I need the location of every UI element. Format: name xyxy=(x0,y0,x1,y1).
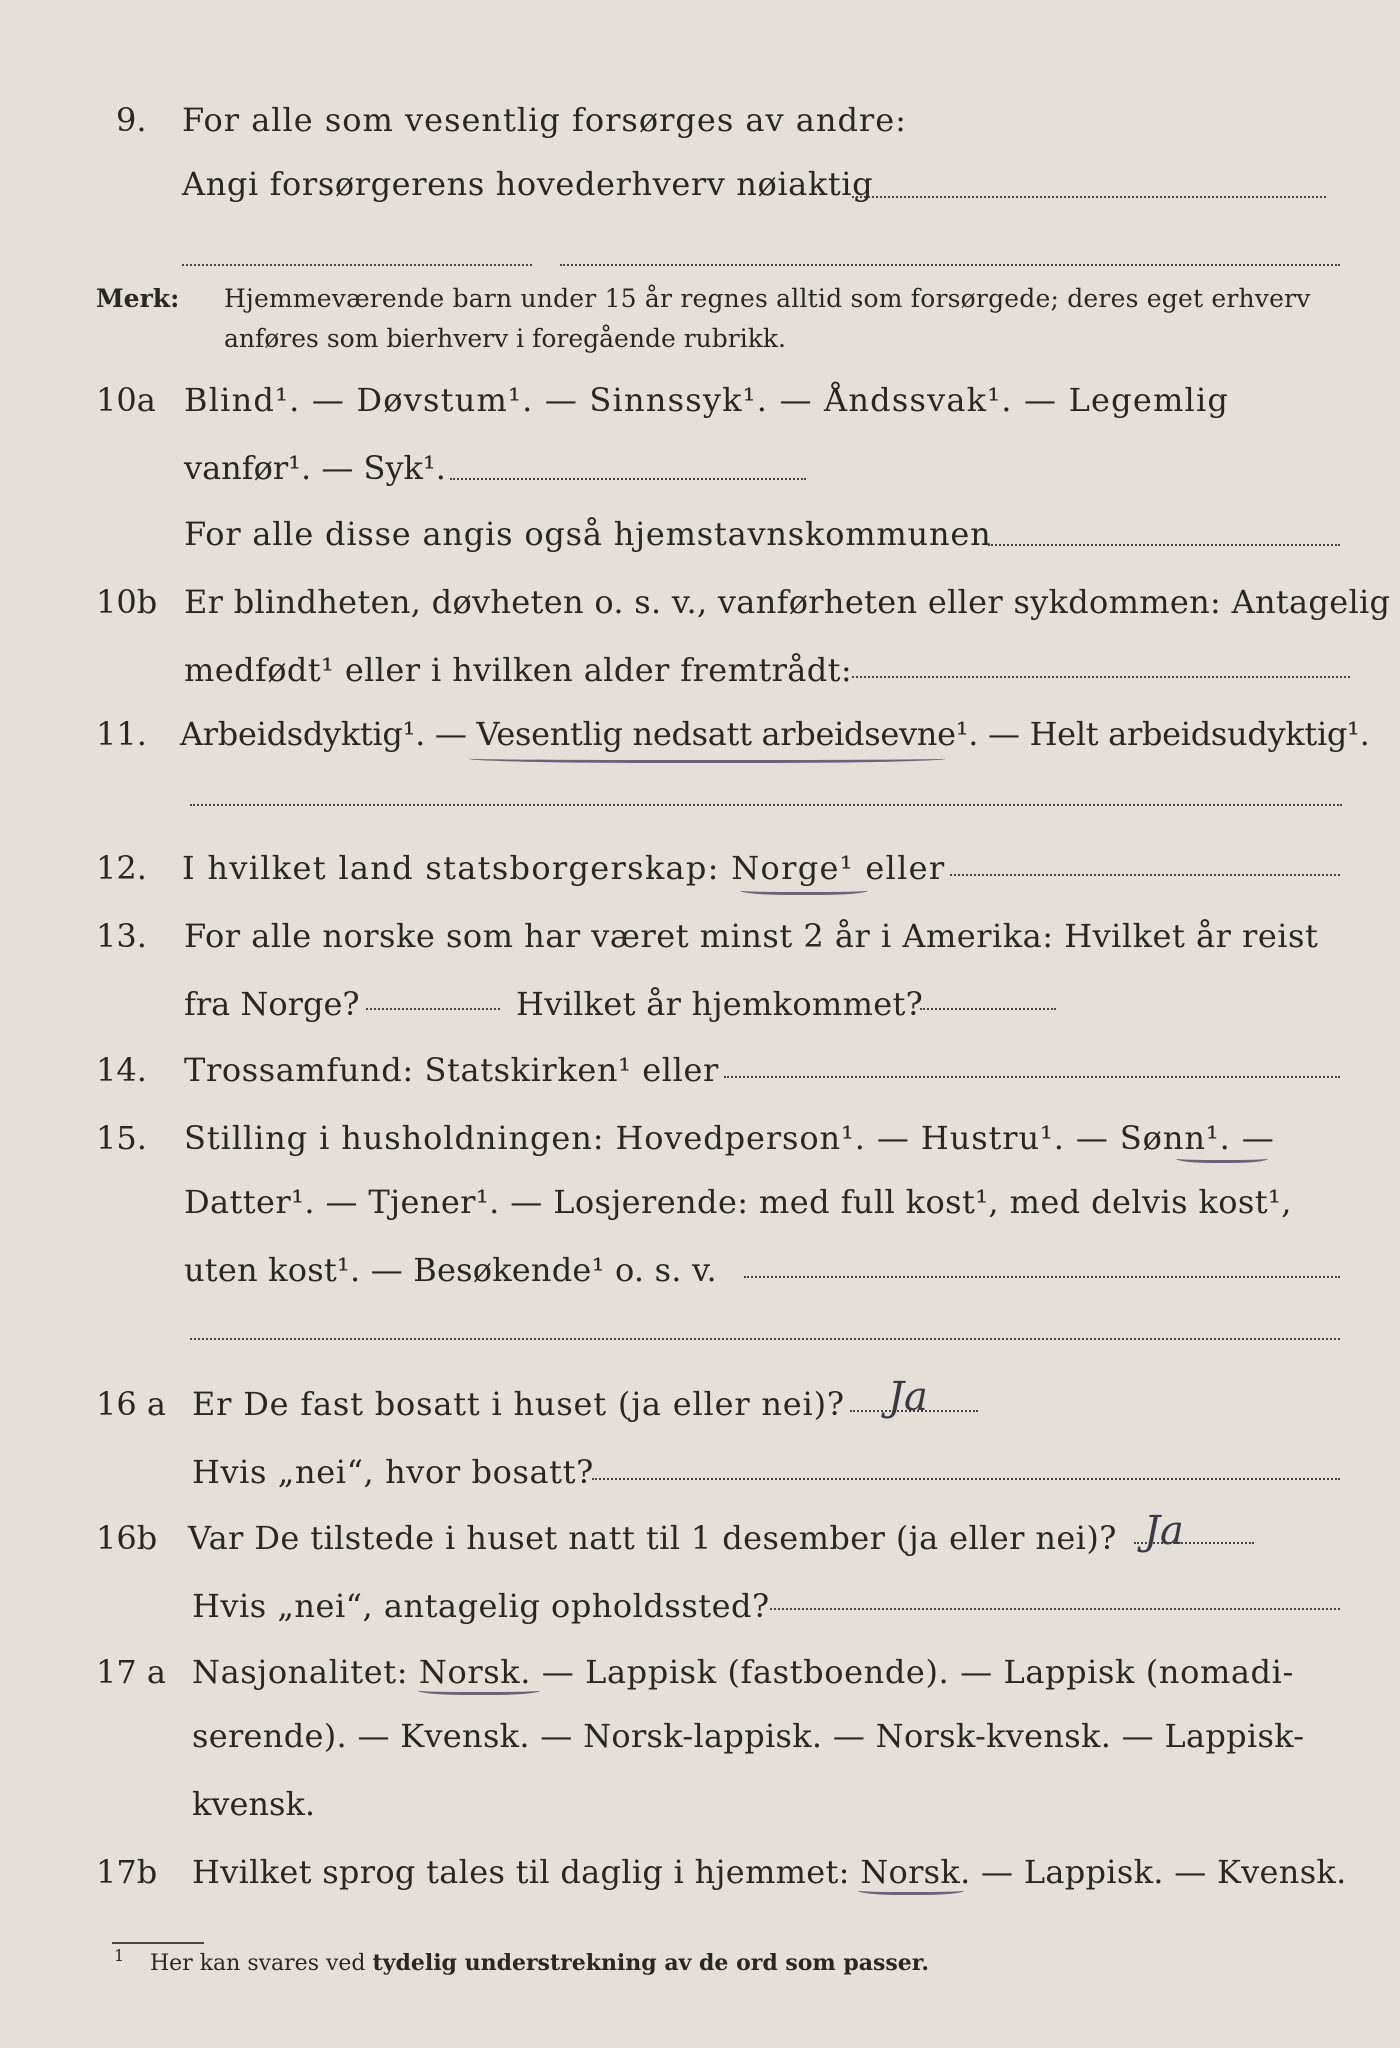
answer-line[interactable] xyxy=(852,676,1350,678)
answer-line[interactable] xyxy=(770,1608,1340,1610)
item-number: 13. xyxy=(96,917,147,955)
q14-line1: Trossamfund: Statskirken¹ eller xyxy=(184,1051,719,1089)
q13-line2a: fra Norge? xyxy=(184,985,360,1023)
answer-line[interactable] xyxy=(190,1338,1340,1340)
q16b-line1: Var De tilstede i huset natt til 1 desember (ja eller nei)? xyxy=(188,1519,1117,1557)
answer-line[interactable] xyxy=(450,478,806,480)
item-number: 15. xyxy=(96,1119,147,1157)
underline-mark xyxy=(418,1684,540,1695)
answer-line[interactable] xyxy=(988,544,1340,546)
item-number: 17 a xyxy=(96,1653,166,1691)
underline-mark xyxy=(858,1884,964,1895)
q12-line1: I hvilket land statsborgerskap: Norge¹ eller xyxy=(182,849,946,887)
q13-line1: For alle norske som har været minst 2 år i Amerika: Hvilket år reist xyxy=(184,917,1319,955)
q15-line1: Stilling i husholdningen: Hovedperson¹. — Hustru¹. — Sønn¹. — xyxy=(184,1119,1275,1157)
q10a-line3: For alle disse angis også hjemstavnskommunen xyxy=(184,515,992,553)
merk-line2: anføres som bierhverv i foregående rubrikk. xyxy=(224,324,786,353)
item-number: 11. xyxy=(96,715,147,753)
q15-line2: Datter¹. — Tjener¹. — Losjerende: med full kost¹, med delvis kost¹, xyxy=(184,1183,1292,1221)
item-number: 10a xyxy=(96,381,156,419)
answer-line[interactable] xyxy=(920,1008,1056,1010)
q11-line1: Arbeidsdyktig¹. — Vesentlig nedsatt arbeidsevne¹. — Helt arbeidsudyktig¹. xyxy=(180,715,1370,753)
merk-label: Merk: xyxy=(96,284,180,313)
handwritten-answer: Ja xyxy=(1144,1508,1184,1554)
q16a-line1: Er De fast bosatt i huset (ja eller nei)? xyxy=(192,1385,845,1423)
answer-line[interactable] xyxy=(950,874,1340,876)
answer-line[interactable] xyxy=(724,1076,1340,1078)
answer-line[interactable] xyxy=(366,1008,500,1010)
item-number: 9. xyxy=(116,101,147,139)
handwritten-answer: Ja xyxy=(888,1374,928,1420)
answer-line[interactable] xyxy=(592,1478,1340,1480)
answer-line[interactable] xyxy=(852,196,1326,198)
q15-line3: uten kost¹. — Besøkende¹ o. s. v. xyxy=(184,1251,717,1289)
footnote-text-bold: tydelig understrekning av de ord som passer. xyxy=(372,1950,930,1976)
answer-line[interactable] xyxy=(560,264,1340,266)
footnote-text: Her kan svares ved xyxy=(150,1951,373,1976)
item-number: 14. xyxy=(96,1051,147,1089)
item-number: 12. xyxy=(96,849,147,887)
underline-mark xyxy=(468,752,946,763)
q10a-line2: vanfør¹. — Syk¹. xyxy=(184,449,446,487)
q16b-line2: Hvis „nei“, antagelig opholdssted? xyxy=(192,1587,770,1625)
q17a-line1: Nasjonalitet: Norsk. — Lappisk (fastboende). — Lappisk (nomadi- xyxy=(192,1653,1294,1691)
footnote-mark: 1 xyxy=(114,1946,125,1965)
q17a-line2: serende). — Kvensk. — Norsk-lappisk. — Norsk-kvensk. — Lappisk- xyxy=(192,1717,1305,1755)
item-number: 10b xyxy=(96,583,158,621)
q17a-line3: kvensk. xyxy=(192,1785,315,1823)
item-number: 17b xyxy=(96,1853,158,1891)
item-number: 16 a xyxy=(96,1385,166,1423)
answer-line[interactable] xyxy=(190,804,1342,806)
q13-line2b: Hvilket år hjemkommet? xyxy=(516,985,924,1023)
merk-line1: Hjemmeværende barn under 15 år regnes alltid som forsørgede; deres eget erhverv xyxy=(224,284,1311,313)
answer-line[interactable] xyxy=(182,264,532,266)
q9-line1: For alle som vesentlig forsørges av andre: xyxy=(182,101,907,139)
underline-mark xyxy=(1176,1152,1268,1163)
q10b-line1: Er blindheten, døvheten o. s. v., vanførheten eller sykdommen: Antagelig xyxy=(184,583,1391,621)
q9-line2: Angi forsørgerens hovederhverv nøiaktig xyxy=(182,165,874,203)
footnote xyxy=(114,1946,930,1976)
q16a-line2: Hvis „nei“, hvor bosatt? xyxy=(192,1453,594,1491)
q10a-line1: Blind¹. — Døvstum¹. — Sinnssyk¹. — Åndssvak¹. — Legemlig xyxy=(184,381,1230,419)
q17b-line1: Hvilket sprog tales til daglig i hjemmet: Norsk. — Lappisk. — Kvensk. xyxy=(192,1853,1347,1891)
q10b-line2: medfødt¹ eller i hvilken alder fremtrådt: xyxy=(184,651,853,689)
underline-mark xyxy=(740,884,868,895)
footnote-rule xyxy=(112,1942,204,1944)
answer-line[interactable] xyxy=(744,1276,1340,1278)
item-number: 16b xyxy=(96,1519,158,1557)
